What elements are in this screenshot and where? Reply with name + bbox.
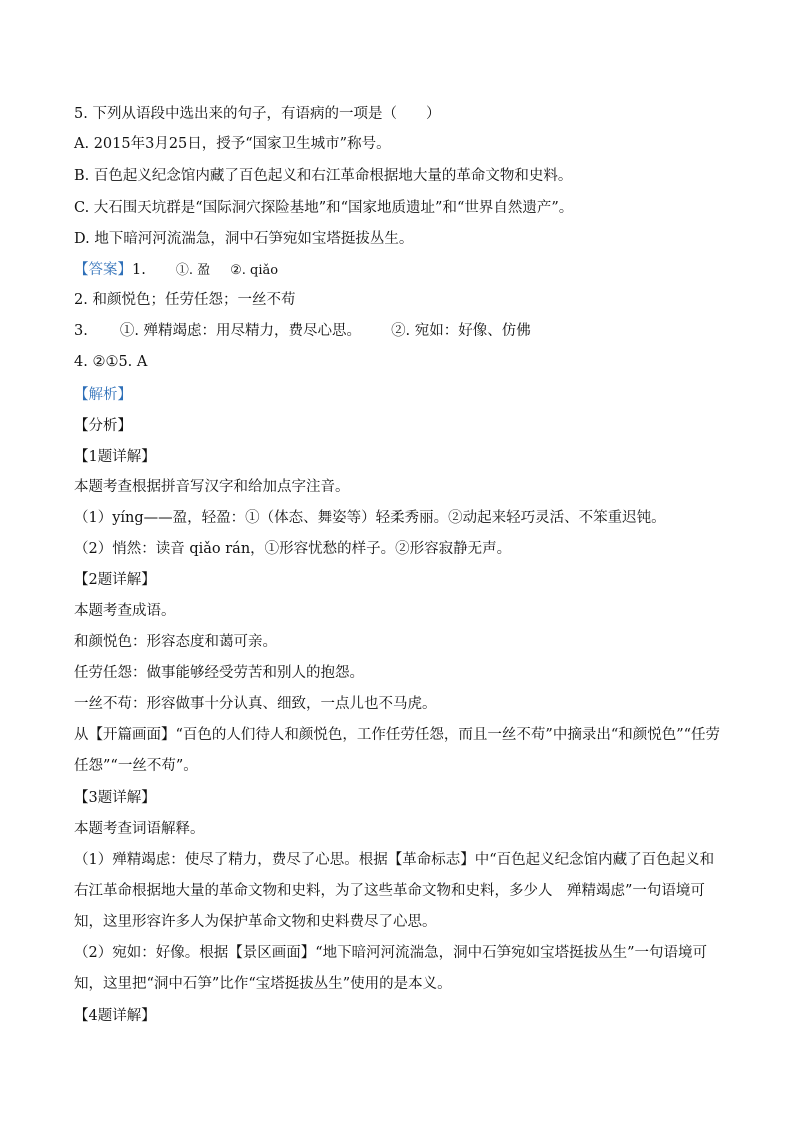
detail-2-item-1: 和颜悦色：形容态度和蔼可亲。	[74, 634, 277, 650]
analysis-label: 【解析】	[74, 387, 132, 403]
detail-1-intro: 本题考查根据拼音写汉字和给加点字注音。	[74, 479, 350, 495]
option-b: B. 百色起义纪念馆内藏了百色起义和右江革命根据地大量的革命文物和史料。	[74, 168, 573, 184]
detail-3-item-2: （2）宛如：好像。根据【景区画面】“地下暗河河流湍急，洞中石笋宛如宝塔挺拔丛生”一句语境可知，这里把“洞中石笋”比作“宝塔挺拔丛生”使用的是本义。	[74, 945, 708, 992]
detail-2-item-3: 一丝不苟：形容做事十分认真、细致，一点儿也不马虎。	[74, 696, 437, 712]
detail-1-item-2: （2）悄然：读音 qiǎo rán，①形容忧愁的样子。②形容寂静无声。	[74, 541, 512, 557]
answer-q3-b: ②. 宛如：好像、仿佛	[391, 323, 531, 339]
answer-label: 【答案】	[74, 262, 132, 278]
detail-3-title: 【3题详解】	[74, 790, 156, 806]
detail-2-item-4: 从【开篇画面】“百色的人们待人和颜悦色，工作任劳任怨，而且一丝不苟”中摘录出“和颜悦色”“任劳任怨”“一丝不苟”。	[74, 727, 721, 774]
answer-q1-num: 1.	[132, 262, 146, 278]
detail-1-item-1: （1）yíng——盈，轻盈：①（体态、舞姿等）轻柔秀丽。②动起来轻巧灵活、不笨重迟钝。	[74, 510, 666, 526]
answer-q1-b: ②. qiǎo	[230, 263, 279, 278]
detail-4-title: 【4题详解】	[74, 1008, 156, 1024]
detail-3-intro: 本题考查词语解释。	[74, 821, 205, 837]
detail-3-item-1: （1）殚精竭虑：使尽了精力，费尽了心思。根据【革命标志】中“百色起义纪念馆内藏了百色起义和右江革命根据地大量的革命文物和史料，为了这些革命文物和史料，多少人 殚精竭虑”一句语境可知，这里形容许多人为保护革命文物和史料费尽了心思。	[74, 852, 715, 930]
answer-q3-num: 3.	[74, 323, 88, 339]
answer-line-3	[74, 321, 724, 341]
detail-2-title: 【2题详解】	[74, 572, 156, 588]
question5-stem: 5. 下列从语段中选出来的句子，有语病的一项是（ ）	[74, 106, 441, 122]
option-a: A. 2015年3月25日，授予“国家卫生城市”称号。	[74, 136, 391, 152]
option-c: C. 大石围天坑群是“国际洞穴探险基地”和“国家地质遗址”和“世界自然遗产”。	[74, 200, 574, 216]
detail-2-intro: 本题考查成语。	[74, 603, 176, 619]
answer-q3-a: ①. 殚精竭虑：用尽精力，费尽心思。	[119, 323, 362, 339]
detail-2-item-2: 任劳任怨：做事能够经受劳苦和别人的抱怨。	[74, 665, 364, 681]
answer-q4: 4. ②①5. A	[74, 354, 148, 370]
answer-q2: 2. 和颜悦色；任劳任怨；一丝不苟	[74, 292, 296, 308]
option-d: D. 地下暗河河流湍急，洞中石笋宛如宝塔挺拔丛生。	[74, 231, 414, 247]
answer-q1-a: ①. 盈	[175, 263, 211, 278]
detail-1-title: 【1题详解】	[74, 449, 156, 465]
analysis-fenxi: 【分析】	[74, 418, 132, 434]
answer-line-1	[74, 260, 724, 281]
